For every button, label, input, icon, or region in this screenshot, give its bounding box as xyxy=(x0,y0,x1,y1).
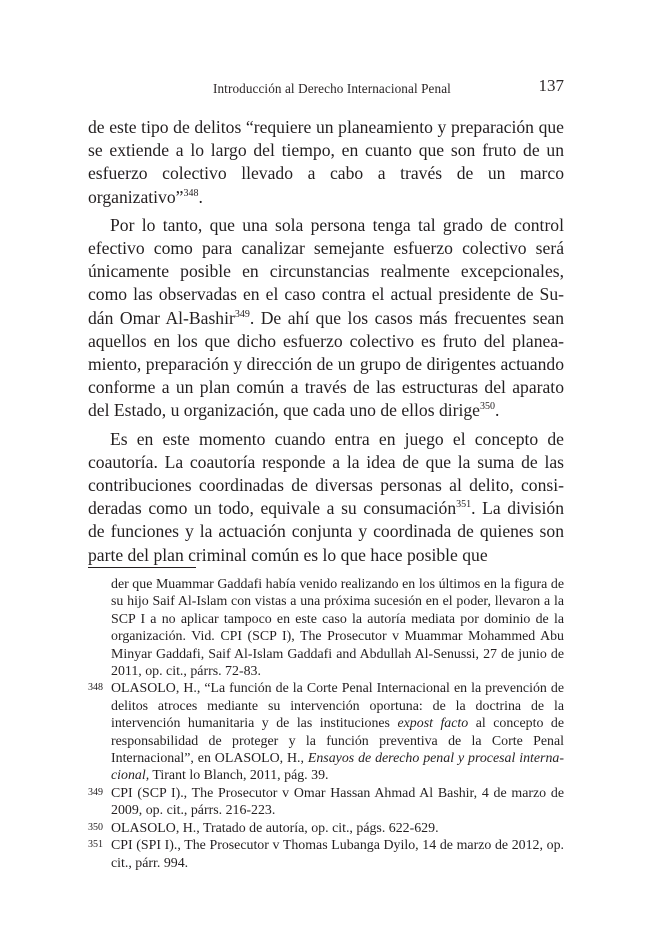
footnote-ref-351[interactable]: 351 xyxy=(456,499,472,511)
footnote-continued-text: der que Muammar Gaddafi había venido realizando en los últimos en la figura de su hijo Saif Al-Islam con vistas a una próxima sucesión en el poder, llevaron a la SCP I a no aplicar tampoco en este caso la autoría mediata por dominio de la organización. Vid. CPI (SCP I), The Prosecutor v Muammar Mohammed Abu Minyar Gaddafi, Saif Al-Islam Gaddafi and Abdullah Al-Senussi, 27 de junio de 2011, op. cit., párrs. 72-83. xyxy=(111,577,564,680)
footnote-continued xyxy=(88,576,564,680)
footnote-348-italic-1: expost facto xyxy=(397,716,469,732)
footnote-number: 351 xyxy=(88,839,103,851)
footnote-348-text-b: al concepto de responsabilidad de proteger y la función preventiva de la Corte Penal Internacional”, en OLASOLO, H., xyxy=(111,716,564,767)
paragraph-1 xyxy=(88,116,564,209)
footnote-349-text: CPI (SCP I)., The Prosecutor v Omar Hassan Ahmad Al Bashir, 4 de marzo de 2009, op. cit., párrs. 216-223. xyxy=(111,785,564,819)
footnote-348-text-a: OLASOLO, H., “La función de la Corte Penal Internacional en la prevención de delitos atroces mediante su intervención oportuna: de la doctrina de la intervención humanitaria y de las instituciones xyxy=(111,681,564,732)
paragraph-2 xyxy=(88,214,564,423)
page-number: 137 xyxy=(538,76,564,95)
footnote-351-text: CPI (SPI I)., The Prosecutor v Thomas Lubanga Dyilo, 14 de marzo de 2012, op. cit., párr. 994. xyxy=(111,838,564,871)
paragraph-3 xyxy=(88,428,564,567)
running-title: Introducción al Derecho Internacional Penal xyxy=(213,81,451,96)
paragraph-1-text: de este tipo de delitos “requiere un planeamiento y preparación que se extiende a lo largo del tiempo, en cuanto que son fruto de un esfuerzo colectivo llevado a cabo a través de un marco organizativo” xyxy=(88,117,564,207)
footnote-351 xyxy=(88,837,564,872)
footnote-348-italic-2: Ensayos de derecho penal y procesal internacional, xyxy=(111,751,564,784)
footnote-divider xyxy=(88,567,196,568)
footnote-348 xyxy=(88,680,564,784)
footnote-348-text-c: Tirant lo Blanch, 2011, pág. 39. xyxy=(149,768,329,784)
footnote-number: 348 xyxy=(88,682,103,694)
footnote-350 xyxy=(88,820,564,837)
running-header xyxy=(88,76,564,100)
footnote-ref-349[interactable]: 349 xyxy=(234,308,250,320)
paragraph-2-text-b: . De ahí que los casos más frecuentes sean aquellos en los que dicho esfuerzo colectivo es fruto del planeamiento, preparación y dirección de un grupo de dirigentes actuando conforme a un plan común a través de las estructuras del aparato del Estado, u organización, que cada uno de ellos dirige xyxy=(88,307,564,421)
paragraph-3-text-a: Es en este momento cuando entra en juego el concepto de coautoría. La coautoría responde a la idea de que la suma de las contribuciones coordinadas de diversas personas al delito, consideradas como un todo, equivale a su consumación xyxy=(88,428,564,519)
paragraph-3-text-b: . La división de funciones y la actuación conjunta y coordinada de quienes son parte del plan criminal común es lo que hace posible que xyxy=(88,498,564,565)
footnote-ref-348[interactable]: 348 xyxy=(183,187,199,199)
footnote-number: 350 xyxy=(88,821,103,833)
main-text xyxy=(88,116,564,572)
footnote-number: 349 xyxy=(88,786,103,798)
paragraph-2-end: . xyxy=(495,400,500,421)
paragraph-1-end: . xyxy=(198,186,203,207)
footnote-350-text: OLASOLO, H., Tratado de autoría, op. cit., págs. 622-629. xyxy=(111,820,439,836)
footnote-349 xyxy=(88,785,564,820)
footnote-ref-350[interactable]: 350 xyxy=(480,401,495,413)
footnotes xyxy=(88,576,564,872)
paragraph-2-text-a: Por lo tanto, que una sola persona tenga tal grado de control efectivo como para canalizar semejante esfuerzo colectivo será únicamente posible en circunstancias realmente excepcionales, como las observadas en el caso contra el actual presidente de Sudán Omar Al-Bashir xyxy=(88,214,564,328)
